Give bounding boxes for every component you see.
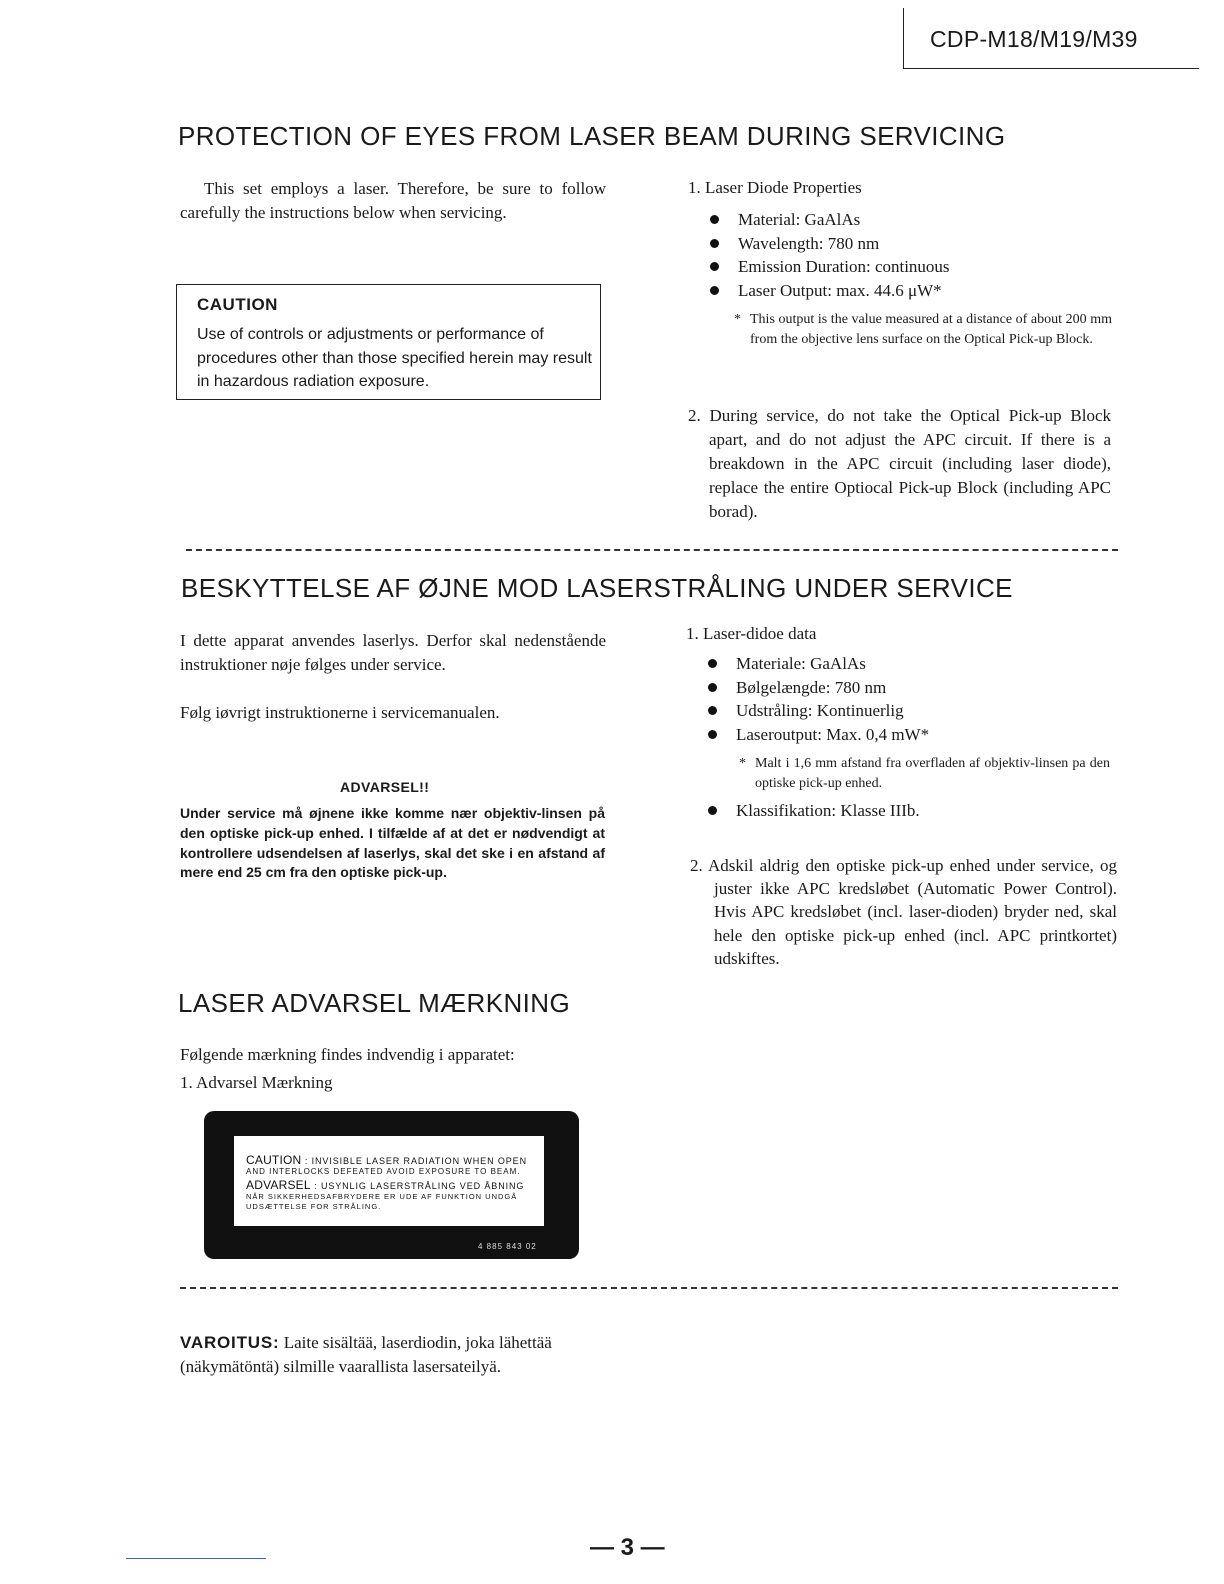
caution-box: [176, 284, 601, 400]
section-separator: [186, 549, 1118, 551]
finnish-warning-text: Laite sisältää, laserdiodin, joka lähettää (näkymätöntä) silmille vaarallista lasersateilyä.: [180, 1333, 552, 1376]
list-item: Bølgelængde: 780 nm: [708, 676, 1108, 700]
english-item1-note: * This output is the value measured at a distance of about 200 mm from the objective lens surface on the Optical Pick-up Block.: [734, 312, 1112, 347]
label-part-number: 4 885 843 02: [478, 1242, 537, 1251]
caution-body: Use of controls or adjustments or performance of procedures other than those specified herein may result in hazardous radiation exposure.: [197, 326, 592, 390]
bullet-icon: [708, 683, 717, 692]
marking-title: LASER ADVARSEL MÆRKNING: [178, 988, 571, 1018]
list-item: Laser Output: max. 44.6 μW*: [710, 279, 1110, 303]
bullet-icon: [708, 706, 717, 715]
danish-intro: I dette apparat anvendes laserlys. Derfor skal nedenstående instruktioner nøje følges under service.: [180, 631, 606, 674]
list-item: Klassifikation: Klasse IIIb.: [708, 799, 1108, 823]
bullet-icon: [710, 286, 719, 295]
english-title: PROTECTION OF EYES FROM LASER BEAM DURING SERVICING: [178, 121, 1006, 151]
english-item1-list: [710, 208, 1110, 302]
danish-item2: 2. Adskil aldrig den optiske pick-up enhed under service, og juster ikke APC kredsløbet (Automatic Power Control). Hvis APC kredsløbet (incl. laser-dioden) bryder ned, skal hele den optiske pick-up enhed (incl. APC printkortet) udskiftes.: [690, 856, 1117, 968]
marking-intro: Følgende mærkning findes indvendig i apparatet:: [180, 1045, 515, 1064]
english-item1-heading: 1. Laser Diode Properties: [688, 178, 862, 197]
bullet-icon: [710, 239, 719, 248]
english-intro: This set employs a laser. Therefore, be sure to follow carefully the instructions below when servicing.: [180, 179, 606, 222]
advarsel-body: Under service må øjnene ikke komme nær objektiv-linsen på den optiske pick-up enhed. I tilfælde af at det er nødvendigt at kontrollere udsendelsen af laserlys, skal det ske i en afstand af mere end 25 cm fra den optiske pick-up.: [180, 805, 605, 881]
danish-class-list: [708, 799, 1108, 823]
header-rule-vertical: [903, 8, 904, 68]
page-number: — 3 —: [590, 1534, 665, 1561]
asterisk-icon: *: [739, 756, 746, 771]
bullet-icon: [710, 215, 719, 224]
list-item: Materiale: GaAlAs: [708, 652, 1108, 676]
model-number: CDP-M18/M19/M39: [930, 26, 1138, 52]
danish-intro-2: Følg iøvrigt instruktionerne i servicemanualen.: [180, 703, 500, 722]
list-item: Wavelength: 780 nm: [710, 232, 1110, 256]
label-caution-line: CAUTION : INVISIBLE LASER RADIATION WHEN OPEN: [246, 1153, 527, 1167]
label-advarsel-line: ADVARSEL : USYNLIG LASERSTRÅLING VED ÅBNING: [246, 1178, 525, 1192]
finnish-warning: [180, 1331, 610, 1379]
caution-title: CAUTION: [197, 295, 278, 314]
english-item2: 2. During service, do not take the Optical Pick-up Block apart, and do not adjust the APC circuit. If there is a breakdown in the APC circuit (including laser diode), replace the entire Optiocal Pick-up Block (including APC borad).: [688, 406, 1111, 521]
danish-title: BESKYTTELSE AF ØJNE MOD LASERSTRÅLING UNDER SERVICE: [181, 573, 1013, 603]
footer-underline: [126, 1558, 266, 1559]
danish-item1-list: [708, 652, 1108, 746]
marking-item1: 1. Advarsel Mærkning: [180, 1073, 333, 1092]
finnish-warning-label: VAROITUS:: [180, 1333, 280, 1352]
warning-label: [204, 1111, 579, 1259]
list-item: Material: GaAlAs: [710, 208, 1110, 232]
label-advarsel-line-2: NÅR SIKKERHEDSAFBRYDERE ER UDE AF FUNKTION UNDGÅ: [246, 1192, 518, 1201]
list-item: Laseroutput: Max. 0,4 mW*: [708, 723, 1108, 747]
label-caution-line-2: AND INTERLOCKS DEFEATED AVOID EXPOSURE TO BEAM.: [246, 1167, 521, 1176]
list-item: Udstråling: Kontinuerlig: [708, 699, 1108, 723]
bullet-icon: [708, 659, 717, 668]
asterisk-icon: *: [734, 312, 741, 327]
label-advarsel-line-3: UDSÆTTELSE FOR STRÅLING.: [246, 1202, 382, 1211]
section-separator: [180, 1287, 1118, 1289]
bullet-icon: [710, 262, 719, 271]
header-rule-horizontal: [903, 68, 1199, 69]
advarsel-title: ADVARSEL!!: [340, 779, 430, 795]
warning-label-panel: [234, 1136, 544, 1226]
bullet-icon: [708, 806, 717, 815]
bullet-icon: [708, 730, 717, 739]
list-item: Emission Duration: continuous: [710, 255, 1110, 279]
danish-item1-heading: 1. Laser-didoe data: [686, 624, 817, 643]
danish-item1-note: * Malt i 1,6 mm afstand fra overfladen af objektiv-linsen pa den optiske pick-up enhed.: [739, 756, 1110, 791]
